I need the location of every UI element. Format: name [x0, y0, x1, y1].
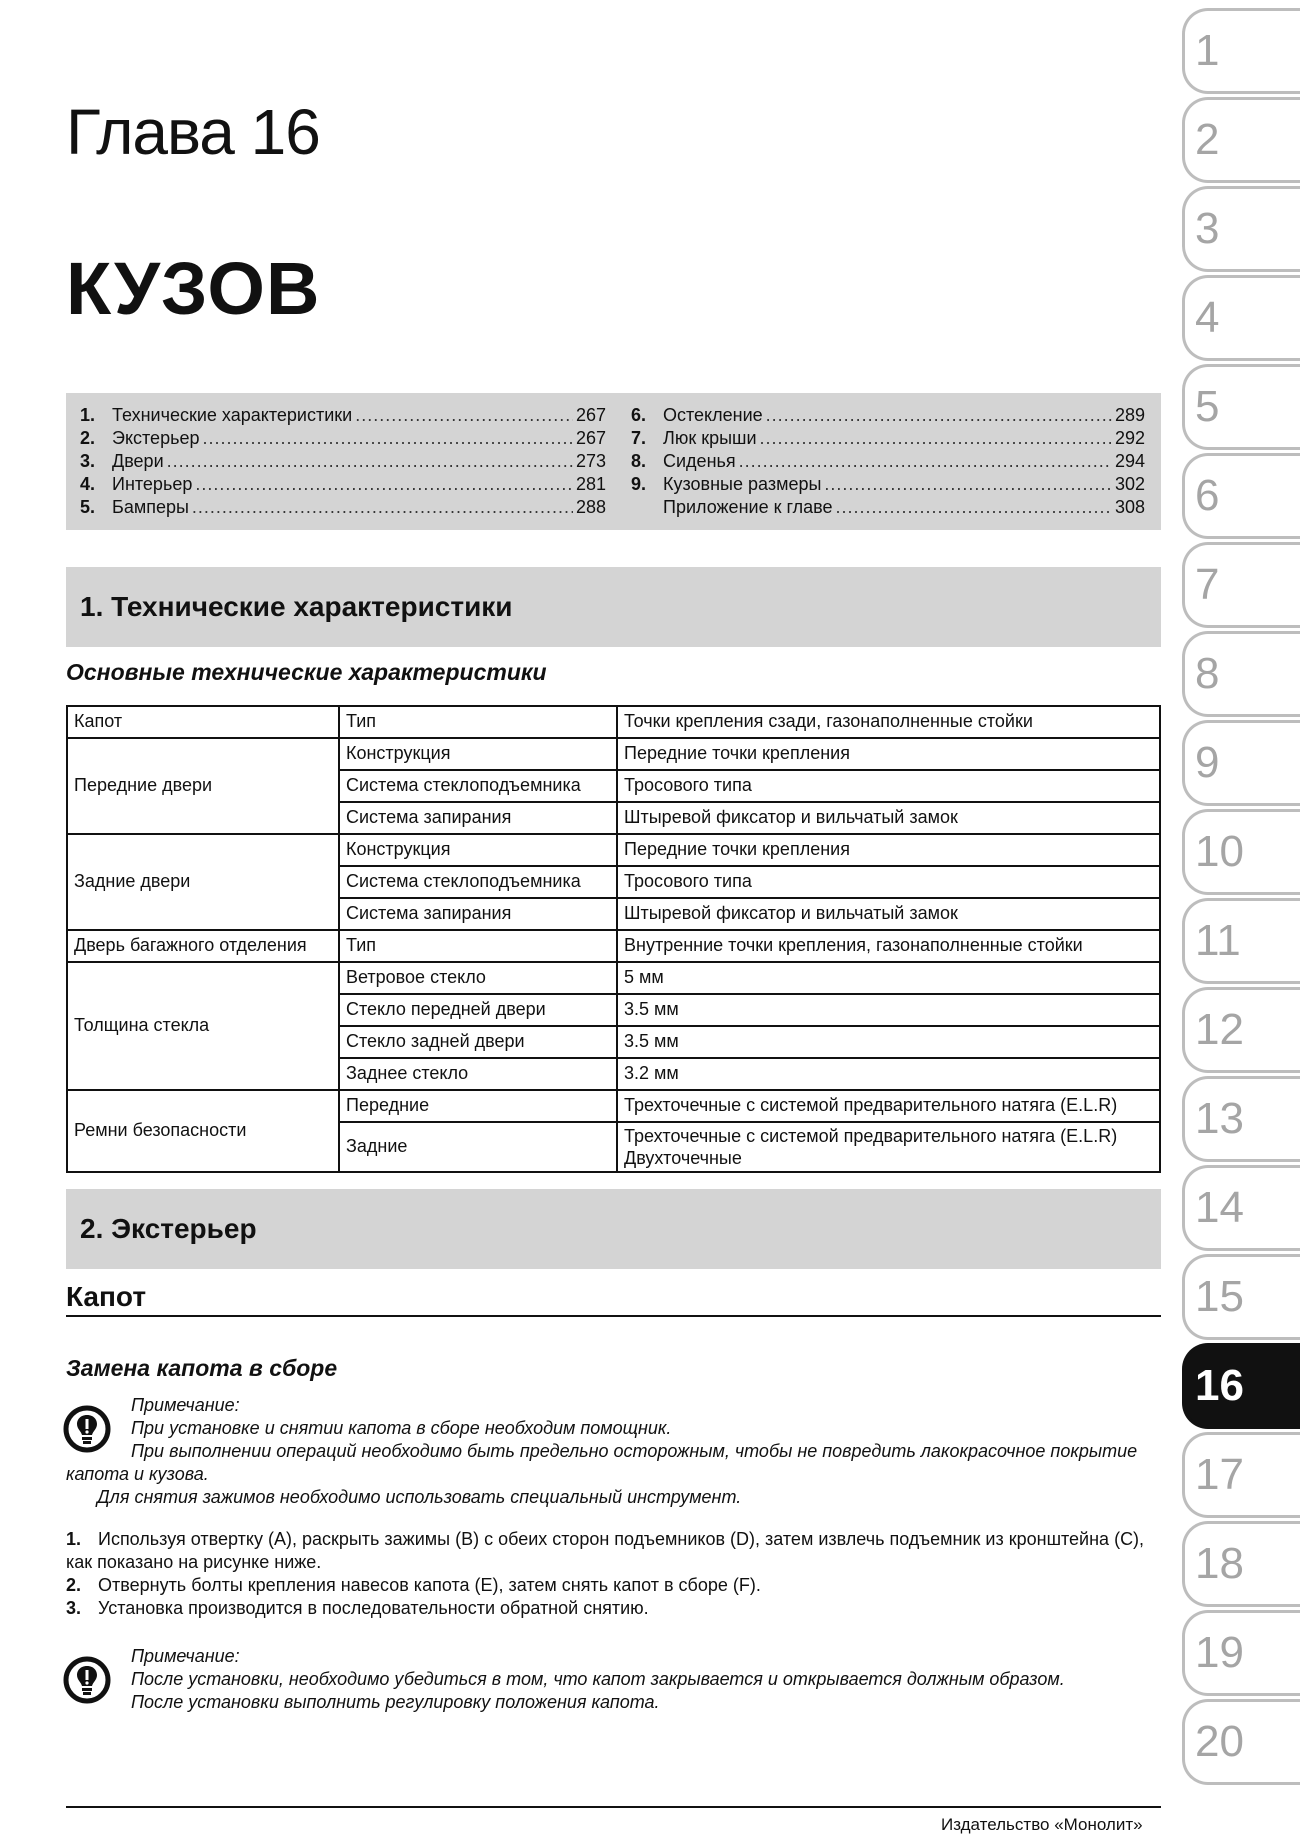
toc-entry[interactable]: [631, 474, 1145, 497]
note-line: При выполнении операций необходимо быть предельно осторожным, чтобы не повредить лакокрасочное покрытие капота и кузова.: [66, 1441, 1138, 1484]
table-row: [67, 930, 1160, 962]
note-line: При установке и снятии капота в сборе необходим помощник.: [131, 1418, 672, 1438]
warning-bulb-icon: [63, 1656, 111, 1704]
table-cell-value: Внутренние точки крепления, газонаполненные стойки: [617, 930, 1160, 962]
table-cell-group: Капот: [67, 706, 339, 738]
toc-entry[interactable]: [80, 428, 606, 451]
table-cell-value-line: Трехточечные с системой предварительного натяга (E.L.R): [624, 1126, 1118, 1146]
toc-label: Люк крыши: [663, 428, 757, 448]
note-line: Для снятия зажимов необходимо использовать специальный инструмент.: [97, 1487, 742, 1507]
tab-chapter-16[interactable]: [1182, 1343, 1300, 1429]
tab-chapter-11[interactable]: [1182, 898, 1300, 984]
toc-number: 9.: [631, 474, 647, 494]
toc-label: Остекление: [663, 405, 763, 425]
toc-leader: [202, 428, 572, 449]
table-row: [67, 1090, 1160, 1122]
toc-leader: [739, 451, 1112, 472]
tab-label: 5: [1195, 382, 1220, 431]
section-header-specs: [66, 567, 1161, 647]
toc-page: 267: [575, 428, 606, 448]
table-row: [67, 738, 1160, 770]
tab-label: 6: [1195, 471, 1220, 520]
table-cell-group: Дверь багажного отделения: [67, 930, 339, 962]
tab-label: 3: [1195, 204, 1220, 253]
table-cell-param: Конструкция: [339, 834, 617, 866]
note-title: Примечание:: [131, 1395, 240, 1415]
tab-chapter-15[interactable]: [1182, 1254, 1300, 1340]
toc-label: Двери: [112, 451, 164, 471]
table-cell-value: Тросового типа: [617, 770, 1160, 802]
tab-chapter-9[interactable]: [1182, 720, 1300, 806]
tab-label: 12: [1195, 1005, 1244, 1054]
table-cell-value: Точки крепления сзади, газонаполненные стойки: [617, 706, 1160, 738]
toc-label: Бамперы: [112, 497, 189, 517]
table-of-contents: [66, 393, 1161, 530]
toc-page: 289: [1114, 405, 1145, 425]
tab-label: 1: [1195, 26, 1220, 75]
tab-label: 15: [1195, 1272, 1244, 1321]
list-item: [66, 1528, 1161, 1574]
toc-leader: [355, 405, 573, 426]
tab-label: 9: [1195, 738, 1220, 787]
table-cell-value: [617, 1122, 1160, 1172]
tab-label: 16: [1195, 1361, 1244, 1410]
table-cell-value: 3.2 мм: [617, 1058, 1160, 1090]
tab-chapter-3[interactable]: [1182, 186, 1300, 272]
toc-label: Технические характеристики: [112, 405, 353, 425]
toc-number: 5.: [80, 497, 96, 517]
table-cell-param: Система стеклоподъемника: [339, 866, 617, 898]
toc-number: 3.: [80, 451, 96, 471]
tab-chapter-19[interactable]: [1182, 1610, 1300, 1696]
tab-label: 2: [1195, 115, 1220, 164]
toc-label: Кузовные размеры: [663, 474, 822, 494]
step-number: 2.: [66, 1575, 82, 1595]
procedure-steps: [66, 1528, 1161, 1620]
toc-number: 4.: [80, 474, 96, 494]
table-cell-param: Тип: [339, 930, 617, 962]
table-cell-param: Ветровое стекло: [339, 962, 617, 994]
toc-page: 273: [575, 451, 606, 471]
toc-page: 308: [1114, 497, 1145, 517]
list-item: [66, 1574, 1161, 1597]
tab-chapter-7[interactable]: [1182, 542, 1300, 628]
tab-label: 19: [1195, 1628, 1244, 1677]
tab-chapter-6[interactable]: [1182, 453, 1300, 539]
note-line: После установки выполнить регулировку положения капота.: [131, 1692, 660, 1712]
table-cell-group: Задние двери: [67, 834, 339, 930]
table-row: [67, 706, 1160, 738]
toc-entry[interactable]: [631, 428, 1145, 451]
section-title: 1. Технические характеристики: [80, 591, 513, 622]
toc-label: Приложение к главе: [663, 497, 833, 517]
toc-page: 281: [575, 474, 606, 494]
toc-page: 294: [1114, 451, 1145, 471]
table-cell-value: 5 мм: [617, 962, 1160, 994]
table-cell-param: Заднее стекло: [339, 1058, 617, 1090]
tab-label: 7: [1195, 560, 1220, 609]
table-cell-param: Передние: [339, 1090, 617, 1122]
toc-label: Сиденья: [663, 451, 736, 471]
tab-label: 13: [1195, 1094, 1244, 1143]
table-cell-value: Трехточечные с системой предварительного натяга (E.L.R): [617, 1090, 1160, 1122]
section-header-exterior: [66, 1189, 1161, 1269]
chapter-title: КУЗОВ: [66, 247, 321, 330]
table-cell-value: Штыревой фиксатор и вильчатый замок: [617, 898, 1160, 930]
step-number: 1.: [66, 1529, 82, 1549]
table-cell-value-line: Двухточечные: [624, 1148, 742, 1168]
toc-entry[interactable]: [631, 405, 1145, 428]
toc-leader: [192, 497, 573, 518]
tab-chapter-8[interactable]: [1182, 631, 1300, 717]
spec-table: [66, 705, 1161, 1173]
toc-entry[interactable]: [631, 451, 1145, 474]
table-cell-param: Система запирания: [339, 898, 617, 930]
table-row: [67, 962, 1160, 994]
table-cell-group: Передние двери: [67, 738, 339, 834]
toc-entry[interactable]: [80, 451, 606, 474]
tab-chapter-4[interactable]: [1182, 275, 1300, 361]
note-line: После установки, необходимо убедиться в том, что капот закрывается и открывается должным образом.: [131, 1669, 1065, 1689]
tab-chapter-5[interactable]: [1182, 364, 1300, 450]
toc-number: 6.: [631, 405, 647, 425]
tab-chapter-13[interactable]: [1182, 1076, 1300, 1162]
toc-leader: [824, 474, 1112, 495]
tab-label: 14: [1195, 1183, 1244, 1232]
table-cell-param: Стекло задней двери: [339, 1026, 617, 1058]
table-cell-value: Штыревой фиксатор и вильчатый замок: [617, 802, 1160, 834]
footer-divider: [66, 1806, 1161, 1808]
table-cell-param: Задние: [339, 1122, 617, 1172]
tab-chapter-17[interactable]: [1182, 1432, 1300, 1518]
toc-number: 1.: [80, 405, 96, 425]
table-cell-param: Система запирания: [339, 802, 617, 834]
subsection-header-hood: [66, 1279, 1161, 1317]
toc-label: Экстерьер: [112, 428, 200, 448]
toc-number: 2.: [80, 428, 96, 448]
toc-left-column: [80, 405, 606, 520]
tab-label: 18: [1195, 1539, 1244, 1588]
step-text: Отвернуть болты крепления навесов капота (Е), затем снять капот в сборе (F).: [98, 1575, 761, 1595]
tab-label: 8: [1195, 649, 1220, 698]
note-title: Примечание:: [131, 1646, 240, 1666]
chapter-label: Глава 16: [66, 96, 320, 168]
toc-entry[interactable]: [80, 474, 606, 497]
toc-page: 267: [575, 405, 606, 425]
toc-leader: [167, 451, 573, 472]
table-cell-param: Система стеклоподъемника: [339, 770, 617, 802]
table-cell-value: Тросового типа: [617, 866, 1160, 898]
subsection-title: Капот: [66, 1281, 147, 1312]
step-number: 3.: [66, 1598, 82, 1618]
toc-entry[interactable]: [80, 497, 606, 520]
tab-chapter-20[interactable]: [1182, 1699, 1300, 1785]
table-cell-value: Передние точки крепления: [617, 738, 1160, 770]
tab-chapter-10[interactable]: [1182, 809, 1300, 895]
tab-chapter-12[interactable]: [1182, 987, 1300, 1073]
table-cell-value: 3.5 мм: [617, 994, 1160, 1026]
tab-label: 4: [1195, 293, 1220, 342]
tab-chapter-1[interactable]: [1182, 8, 1300, 94]
table-cell-value: Передние точки крепления: [617, 834, 1160, 866]
step-text: Используя отвертку (А), раскрыть зажимы (В) с обеих сторон подъемников (D), затем извлечь подъемник из кронштейна (С), как показано на рисунке ниже.: [66, 1529, 1145, 1572]
table-cell-group: Ремни безопасности: [67, 1090, 339, 1172]
table-cell-group: Толщина стекла: [67, 962, 339, 1090]
toc-label: Интерьер: [112, 474, 193, 494]
step-text: Установка производится в последовательности обратной снятию.: [98, 1598, 649, 1618]
tab-label: 20: [1195, 1717, 1244, 1766]
list-item: [66, 1597, 1161, 1620]
tab-chapter-18[interactable]: [1182, 1521, 1300, 1607]
toc-page: 292: [1114, 428, 1145, 448]
tab-chapter-14[interactable]: [1182, 1165, 1300, 1251]
toc-entry[interactable]: [80, 405, 606, 428]
toc-leader: [836, 497, 1112, 518]
tab-label: 10: [1195, 827, 1244, 876]
toc-leader: [766, 405, 1112, 426]
toc-right-column: [631, 405, 1145, 520]
toc-entry[interactable]: [631, 497, 1145, 520]
table-cell-param: Тип: [339, 706, 617, 738]
toc-page: 288: [575, 497, 606, 517]
publisher-footer: Издательство «Монолит»: [941, 1815, 1143, 1834]
subsection-title: Основные технические характеристики: [66, 659, 547, 685]
procedure-title: Замена капота в сборе: [66, 1355, 338, 1381]
toc-number: 7.: [631, 428, 647, 448]
section-title: 2. Экстерьер: [80, 1213, 257, 1244]
toc-leader: [760, 428, 1112, 449]
tab-chapter-2[interactable]: [1182, 97, 1300, 183]
toc-page: 302: [1114, 474, 1145, 494]
tab-label: 11: [1195, 916, 1241, 965]
toc-number: 8.: [631, 451, 647, 471]
toc-leader: [195, 474, 573, 495]
table-row: [67, 834, 1160, 866]
table-cell-value: 3.5 мм: [617, 1026, 1160, 1058]
table-cell-param: Конструкция: [339, 738, 617, 770]
tab-label: 17: [1195, 1450, 1244, 1499]
table-cell-param: Стекло передней двери: [339, 994, 617, 1026]
